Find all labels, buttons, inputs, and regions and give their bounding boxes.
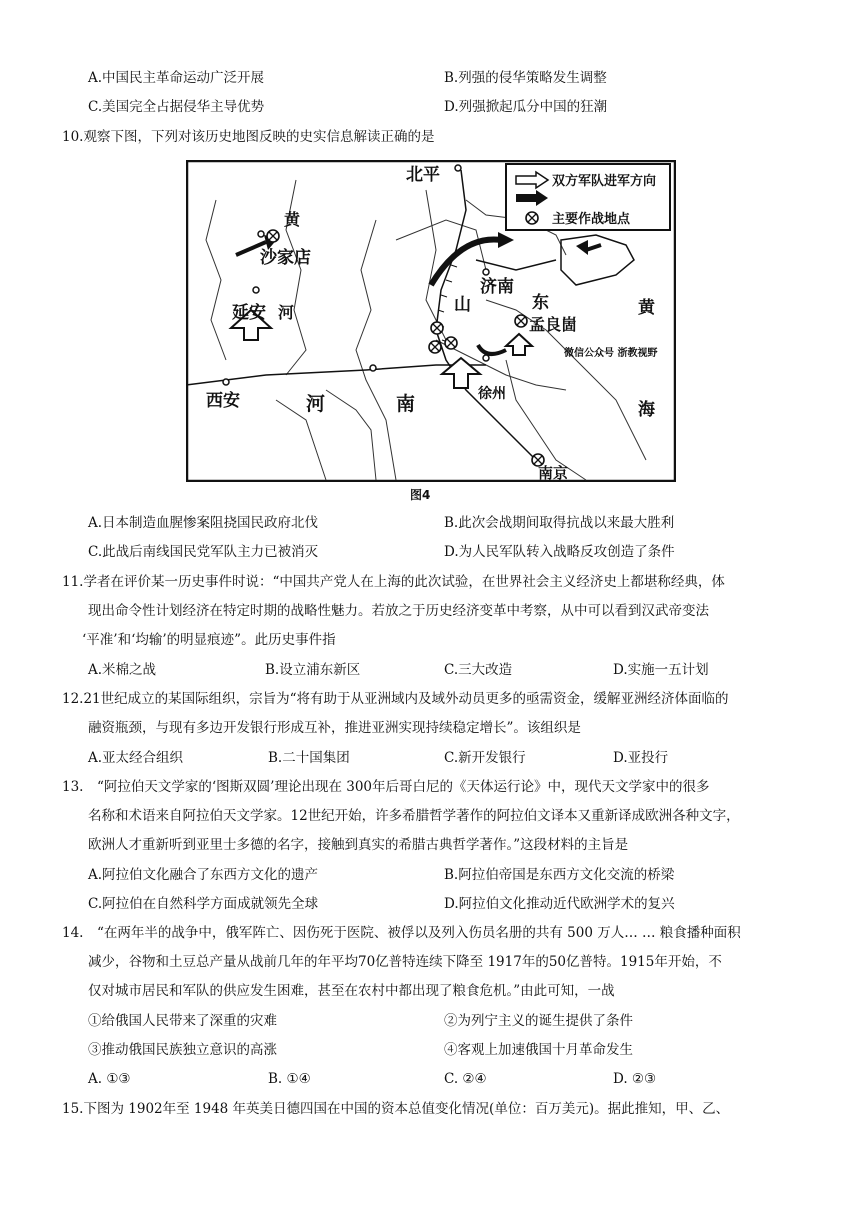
- q10-option-b: B.此次会战期间取得抗战以来最大胜利: [444, 515, 675, 531]
- q10-option-a: A.日本制造血腥惨案阻挠国民政府北伐: [88, 515, 319, 531]
- q14-option-d: D. ②③: [613, 1071, 657, 1087]
- q10-stem: 10.观察下图，下列对该历史地图反映的史实信息解读正确的是: [62, 129, 435, 145]
- q13-line-2: 名称和术语来自阿拉伯天文学家。12世纪开始，许多希腊哲学著作的阿拉伯文译本又重新译成欧洲各种文字，: [88, 808, 740, 824]
- label-beiping: 北平: [406, 165, 440, 185]
- label-he-river: 河: [278, 303, 295, 322]
- q13-option-b: B.阿拉伯帝国是东西方文化交流的桥梁: [444, 867, 675, 883]
- q14-line-3: 仅对城市居民和军队的供应发生困难，甚至在农村中都出现了粮食危机。”由此可知，一战: [88, 983, 615, 999]
- legend-advance: 双方军队进军方向: [552, 174, 657, 189]
- q11-line-3: ‘平准’和‘均输’的明显痕迹”。此历史事件指: [82, 632, 336, 648]
- q12-option-b: B.二十国集团: [268, 750, 350, 766]
- q11-option-d: D.实施一五计划: [613, 662, 709, 678]
- q12-option-d: D.亚投行: [613, 750, 669, 766]
- legend-battle: 主要作战地点: [552, 212, 631, 227]
- label-shan: 山: [454, 295, 471, 315]
- q13-option-a: A.阿拉伯文化融合了东西方文化的遗产: [88, 867, 319, 883]
- q11-option-c: C.三大改造: [444, 662, 513, 678]
- q13-option-d: D.阿拉伯文化推动近代欧洲学术的复兴: [444, 896, 675, 912]
- q15-line-1: 15.下图为 1902年至 1948 年英美日德四国在中国的资本总值变化情况(单位：百万美元)。据此推知，甲、乙、: [62, 1101, 730, 1117]
- q11-line-2: 现出命令性计划经济在特定时期的战略性魅力。若放之于历史经济变革中考察，从中可以看到汉武帝变法: [88, 603, 709, 619]
- q9-option-a: A.中国民主革命运动广泛开展: [88, 70, 265, 86]
- q14-item-4: ④客观上加速俄国十月革命发生: [444, 1042, 633, 1058]
- label-sea: 海: [638, 400, 655, 420]
- q14-item-3: ③推动俄国民族独立意识的高涨: [88, 1042, 277, 1058]
- q12-line-2: 融资瓶颈，与现有多边开发银行形成互补，推进亚洲实现持续稳定增长”。该组织是: [88, 720, 581, 736]
- label-menglianggu: 孟良崮: [529, 315, 578, 334]
- label-nanjing: 南京: [538, 464, 569, 482]
- label-huang-sea: 黄: [638, 298, 655, 318]
- label-henan-he: 河: [306, 393, 326, 415]
- q9-option-c: C.美国完全占据侵华主导优势: [88, 99, 265, 115]
- label-shajiadian: 沙家店: [260, 248, 311, 268]
- q12-option-a: A.亚太经合组织: [88, 750, 184, 766]
- q13-line-3: 欧洲人才重新听到亚里士多德的名字，接触到真实的希腊古典哲学著作。”这段材料的主旨是: [88, 837, 629, 853]
- q14-line-1: 14. “在两年半的战争中，俄军阵亡、因伤死于医院、被俘以及列入伤员名册的共有 500 万人… … 粮食播种面积: [62, 925, 741, 941]
- label-xuzhou: 徐州: [478, 386, 506, 402]
- q14-option-c: C. ②④: [444, 1071, 487, 1087]
- q13-line-1: 13. “阿拉伯天文学家的‘图斯双圆’理论出现在 300年后哥白尼的《天体运行论》中，现代天文学家中的很多: [62, 779, 710, 795]
- q12-option-c: C.新开发银行: [444, 750, 526, 766]
- map-caption: 图4: [410, 488, 431, 502]
- q9-option-b: B.列强的侵华策略发生调整: [444, 70, 607, 86]
- label-jinan: 济南: [480, 277, 514, 297]
- q14-option-a: A. ①③: [88, 1071, 131, 1087]
- label-henan-nan: 南: [396, 393, 416, 415]
- q14-item-1: ①给俄国人民带来了深重的灾难: [88, 1013, 277, 1029]
- q10-option-d: D.为人民军队转入战略反攻创造了条件: [444, 544, 675, 560]
- q13-option-c: C.阿拉伯在自然科学方面成就领先全球: [88, 896, 319, 912]
- label-dong: 东: [532, 293, 549, 313]
- q11-line-1: 11.学者在评价某一历史事件时说：“中国共产党人在上海的此次试验，在世界社会主义经济史上都堪称经典，体: [62, 574, 725, 590]
- q12-line-1: 12.21世纪成立的某国际组织，宗旨为“将有助于从亚洲域内及域外动员更多的亟需资金，缓解亚洲经济体面临的: [62, 691, 729, 707]
- q14-option-b: B. ①④: [268, 1071, 311, 1087]
- q9-option-d: D.列强掀起瓜分中国的狂潮: [444, 99, 608, 115]
- label-xian: 西安: [206, 391, 240, 411]
- q11-option-a: A.米棉之战: [88, 662, 157, 678]
- q10-option-c: C.此战后南线国民党军队主力已被消灭: [88, 544, 319, 560]
- q14-line-2: 减少，谷物和土豆总产量从战前几年的年平均70亿普特连续下降至 1917年的50亿普特。1915年开始，不: [88, 954, 722, 970]
- label-huang-river-1: 黄: [284, 210, 301, 229]
- label-yanan: 延安: [232, 303, 266, 323]
- q11-option-b: B.设立浦东新区: [265, 662, 361, 678]
- historical-map: [186, 160, 676, 482]
- q14-item-2: ②为列宁主义的诞生提供了条件: [444, 1013, 633, 1029]
- label-watermark: 微信公众号 浙教视野: [564, 348, 658, 359]
